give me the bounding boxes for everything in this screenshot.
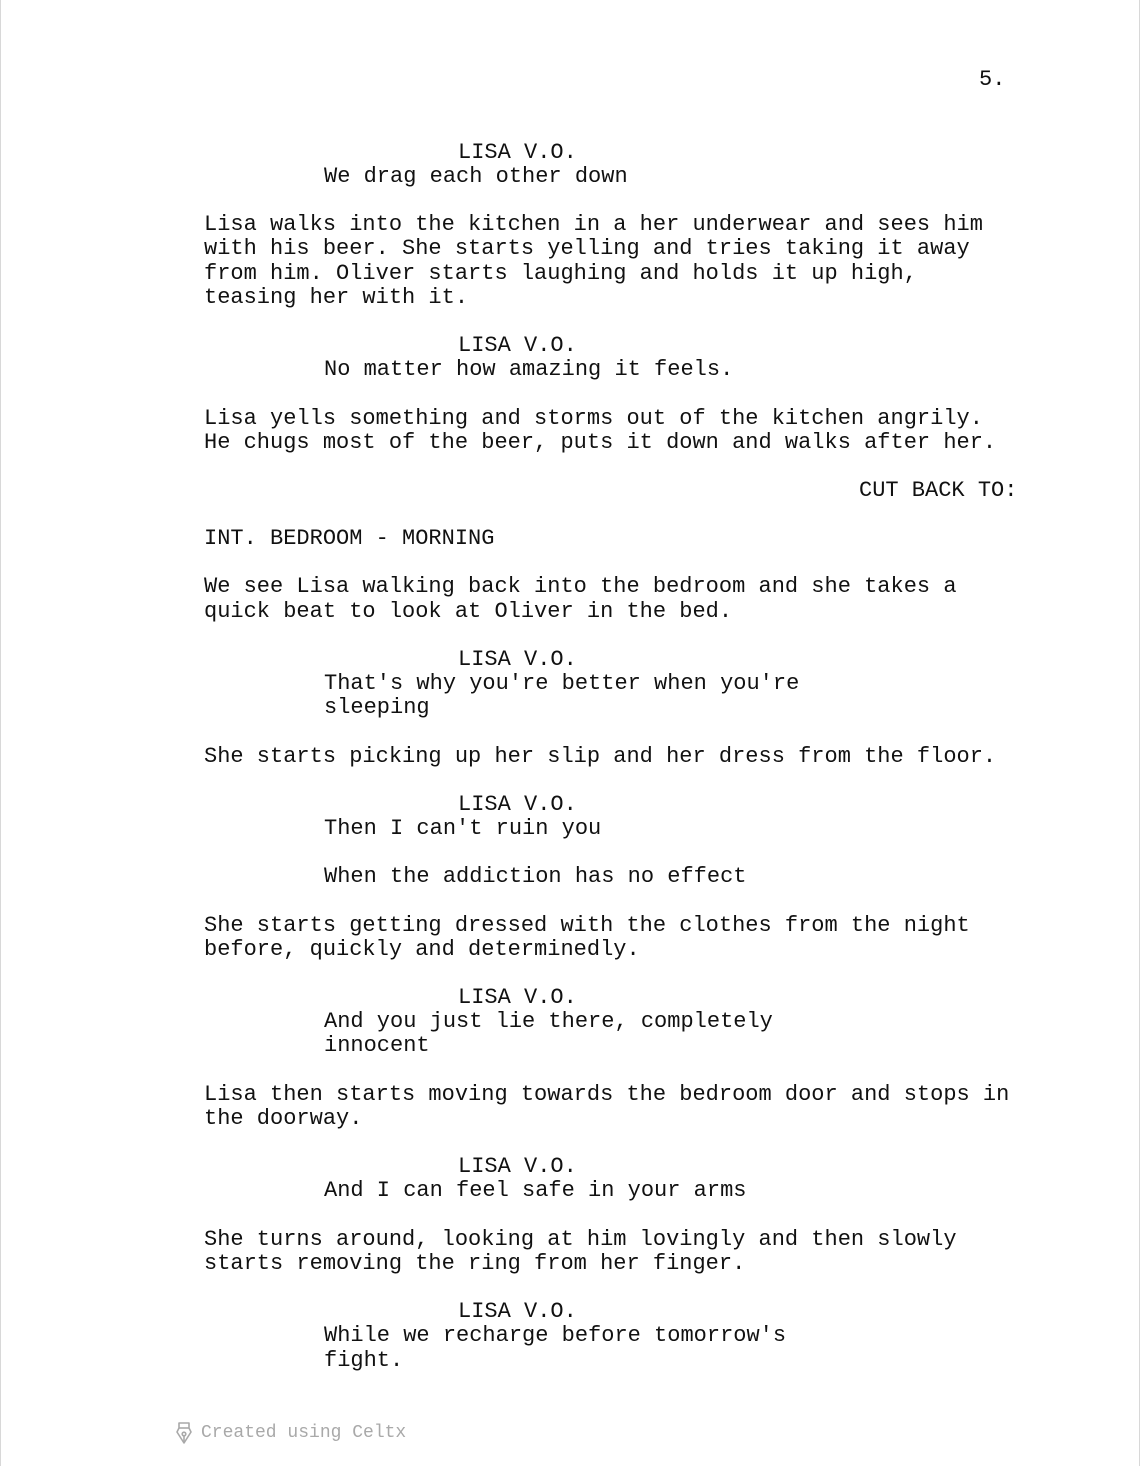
action-line: before, quickly and determinedly. <box>204 937 640 962</box>
character-cue: LISA V.O. <box>458 792 577 817</box>
footer-label: Created using Celtx <box>201 1423 407 1443</box>
scene-heading: INT. BEDROOM - MORNING <box>204 526 495 551</box>
dialogue-line: We drag each other down <box>324 164 628 189</box>
character-cue: LISA V.O. <box>458 1299 577 1324</box>
action-line: She starts getting dressed with the clothes from the night <box>204 913 970 938</box>
action-line: from him. Oliver starts laughing and holds it up high, <box>204 261 917 286</box>
transition: CUT BACK TO: <box>859 478 1018 503</box>
action-line: quick beat to look at Oliver in the bed. <box>204 599 733 624</box>
action-line: She starts picking up her slip and her dress from the floor. <box>204 744 997 769</box>
dialogue-line: When the addiction has no effect <box>324 864 747 889</box>
action-line: the doorway. <box>204 1106 363 1131</box>
action-line: She turns around, looking at him lovingly and then slowly <box>204 1227 957 1252</box>
dialogue-line: That's why you're better when you're <box>324 671 800 696</box>
dialogue-line: innocent <box>324 1033 430 1058</box>
dialogue-line: No matter how amazing it feels. <box>324 357 734 382</box>
dialogue-line: Then I can't ruin you <box>324 816 602 841</box>
celtx-footer[interactable] <box>175 1420 406 1446</box>
dialogue-line: sleeping <box>324 695 430 720</box>
action-line: with his beer. She starts yelling and tries taking it away <box>204 236 970 261</box>
action-line: teasing her with it. <box>204 285 469 310</box>
dialogue-line: While we recharge before tomorrow's <box>324 1323 787 1348</box>
character-cue: LISA V.O. <box>458 1154 577 1179</box>
action-line: Lisa walks into the kitchen in a her underwear and sees him <box>204 212 983 237</box>
character-cue: LISA V.O. <box>458 985 577 1010</box>
action-line: Lisa then starts moving towards the bedroom door and stops in <box>204 1082 1010 1107</box>
action-line: We see Lisa walking back into the bedroom and she takes a <box>204 574 957 599</box>
dialogue-line: And I can feel safe in your arms <box>324 1178 747 1203</box>
character-cue: LISA V.O. <box>458 647 577 672</box>
action-line: He chugs most of the beer, puts it down and walks after her. <box>204 430 997 455</box>
character-cue: LISA V.O. <box>458 140 577 165</box>
page-number: 5. <box>979 67 1006 92</box>
action-line: Lisa yells something and storms out of the kitchen angrily. <box>204 406 983 431</box>
dialogue-line: fight. <box>324 1348 404 1373</box>
action-line: starts removing the ring from her finger. <box>204 1251 746 1276</box>
dialogue-line: And you just lie there, completely <box>324 1009 773 1034</box>
celtx-pen-icon <box>175 1421 193 1445</box>
character-cue: LISA V.O. <box>458 333 577 358</box>
